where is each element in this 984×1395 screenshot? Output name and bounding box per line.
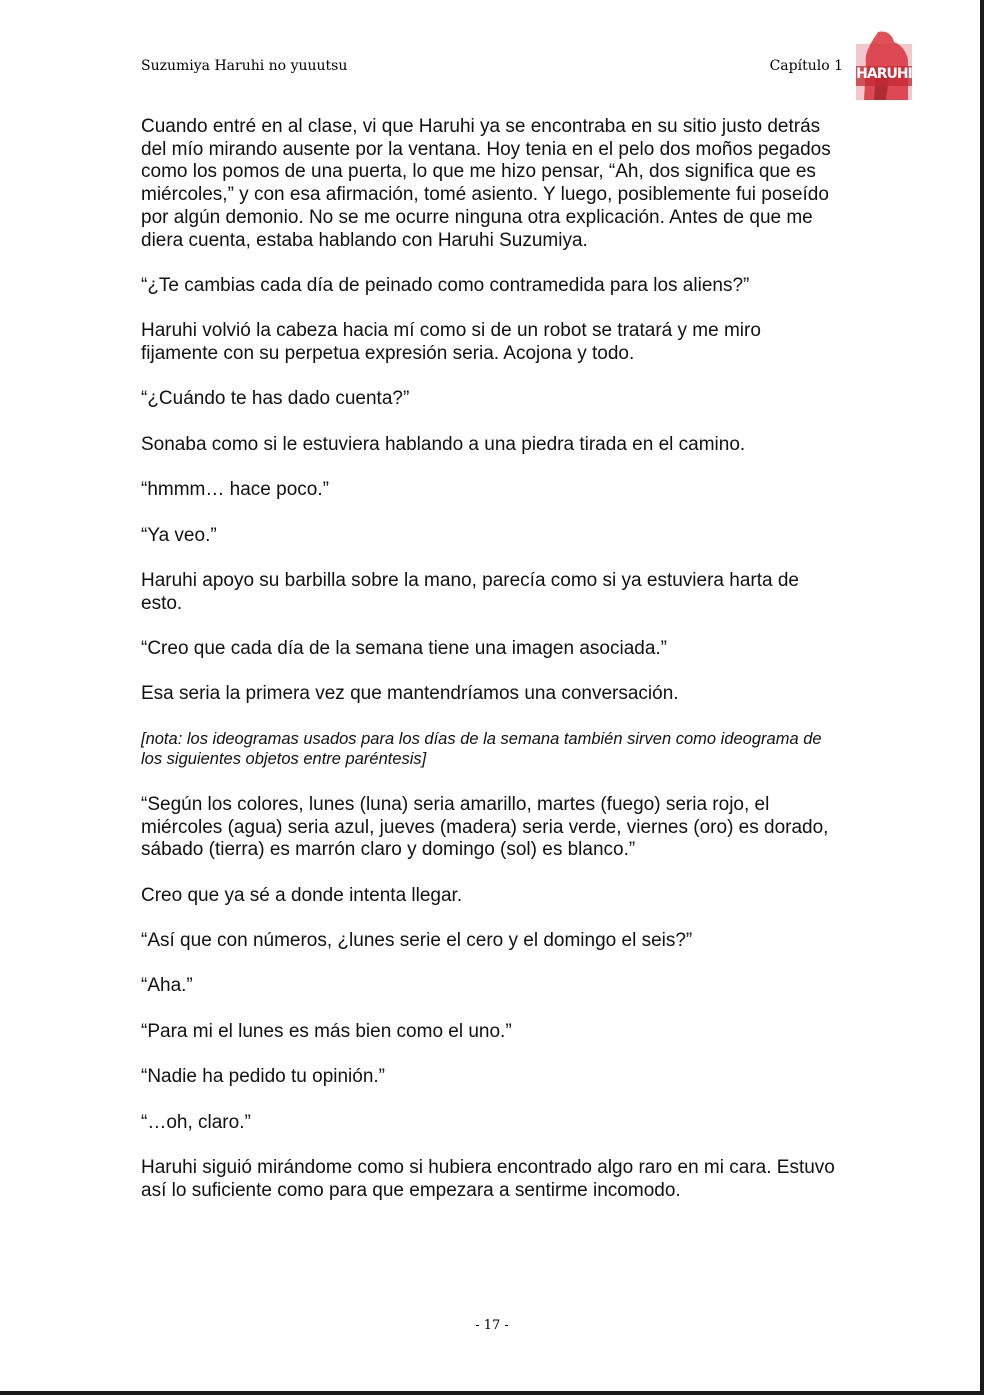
paragraph: Cuando entré en al clase, vi que Haruhi ya se encontraba en su sitio justo detrás del mío mirando ausente por la ventana. Hoy tenia en el pelo dos moños pegados como los pomos de una puerta, lo que me hizo pensar, “Ah, dos significa que es miércoles,” y con esa afirmación, tomé asiento. Y luego, posiblemente fui poseído por algún demonio. No se me ocurre ninguna otra explicación. Antes de que me diera cuenta, estaba hablando con Haruhi Suzumiya. (141, 116, 831, 251)
paragraph: “Para mi el lunes es más bien como el uno.” (141, 1020, 512, 1042)
paragraph: “¿Te cambias cada día de peinado como contramedida para los aliens?” (141, 274, 750, 296)
paragraph: “Aha.” (141, 975, 193, 997)
page-header (141, 58, 843, 80)
paragraph: “Según los colores, lunes (luna) seria amarillo, martes (fuego) seria rojo, el miércoles (agua) seria azul, jueves (madera) seria verde, viernes (oro) es dorado, sábado (tierra) es marrón claro y domingo (sol) es blanco.” (141, 793, 829, 861)
paragraph: “Nadie ha pedido tu opinión.” (141, 1066, 386, 1088)
page-border-right (980, 0, 984, 1395)
paragraph: “Así que con números, ¿lunes serie el cero y el domingo el seis?” (141, 930, 693, 952)
chapter-label: Capítulo 1 (769, 58, 843, 74)
paragraph: “¿Cuándo te has dado cuenta?” (141, 388, 410, 410)
paragraph: “…oh, claro.” (141, 1111, 251, 1133)
paragraph: Sonaba como si le estuviera hablando a una piedra tirada en el camino. (141, 433, 746, 455)
logo-text: HARUHI (856, 66, 912, 82)
haruhi-logo (856, 30, 912, 100)
paragraph: “Ya veo.” (141, 524, 217, 546)
paragraph: “hmmm… hace poco.” (141, 479, 329, 501)
translator-note: [nota: los ideogramas usados para los días de la semana también sirven como ideograma de los siguientes objetos entre paréntesis] (141, 729, 822, 769)
paragraph: Haruhi siguió mirándome como si hubiera encontrado algo raro en mi cara. Estuvo así lo suficiente como para que empezara a sentirme incomodo. (141, 1156, 835, 1201)
page-border-bottom (0, 1391, 984, 1395)
paragraph: Haruhi apoyo su barbilla sobre la mano, parecía como si ya estuviera harta de esto. (141, 569, 799, 614)
page-number: - 17 - (475, 1318, 509, 1333)
paragraph: Creo que ya sé a donde intenta llegar. (141, 884, 463, 906)
paragraph: “Creo que cada día de la semana tiene una imagen asociada.” (141, 638, 668, 660)
paragraph: Haruhi volvió la cabeza hacia mí como si de un robot se tratará y me miro fijamente con su perpetua expresión seria. Acojona y todo. (141, 320, 761, 364)
book-title: Suzumiya Haruhi no yuuutsu (141, 58, 348, 74)
chapter-body (141, 116, 841, 1225)
haruhi-logo-graphic (856, 30, 912, 100)
paragraph: Esa seria la primera vez que mantendríamos una conversación. (141, 683, 679, 705)
